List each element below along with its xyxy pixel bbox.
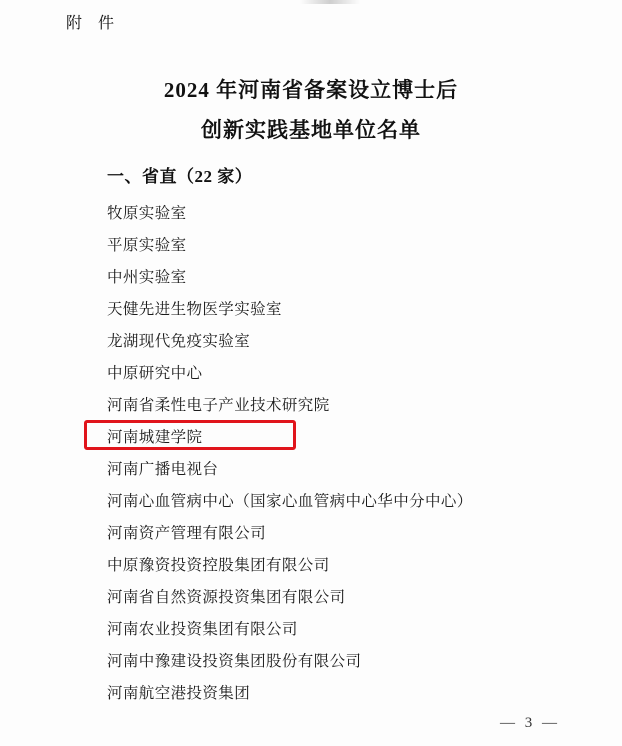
unit-name-list [107, 198, 577, 710]
page-number: — 3 — [500, 715, 560, 731]
list-item: 牧原实验室 [107, 205, 187, 222]
list-item: 中州实验室 [107, 269, 187, 286]
title-line-2: 创新实践基地单位名单 [201, 118, 421, 142]
document-title [0, 70, 622, 150]
list-item: 河南农业投资集团有限公司 [107, 621, 298, 638]
list-item: 平原实验室 [107, 237, 187, 254]
list-item: 天健先进生物医学实验室 [107, 301, 282, 318]
list-item: 河南省柔性电子产业技术研究院 [107, 397, 330, 414]
list-item: 河南心血管病中心（国家心血管病中心华中分中心） [107, 493, 473, 510]
list-item-highlighted: 河南城建学院 [107, 429, 203, 446]
list-item: 河南广播电视台 [107, 461, 219, 478]
list-item: 河南省自然资源投资集团有限公司 [107, 589, 346, 606]
section-heading: 一、省直（22 家） [107, 167, 253, 186]
page-top-smudge [300, 0, 360, 4]
title-line-1: 2024 年河南省备案设立博士后 [163, 78, 459, 102]
attachment-label: 附 件 [66, 15, 121, 32]
list-item: 龙湖现代免疫实验室 [107, 333, 251, 350]
list-item: 中原研究中心 [107, 365, 203, 382]
list-item: 中原豫资投资控股集团有限公司 [107, 557, 330, 574]
list-item: 河南资产管理有限公司 [107, 525, 267, 542]
list-item: 河南航空港投资集团 [107, 685, 251, 702]
list-item: 河南中豫建设投资集团股份有限公司 [107, 653, 362, 670]
